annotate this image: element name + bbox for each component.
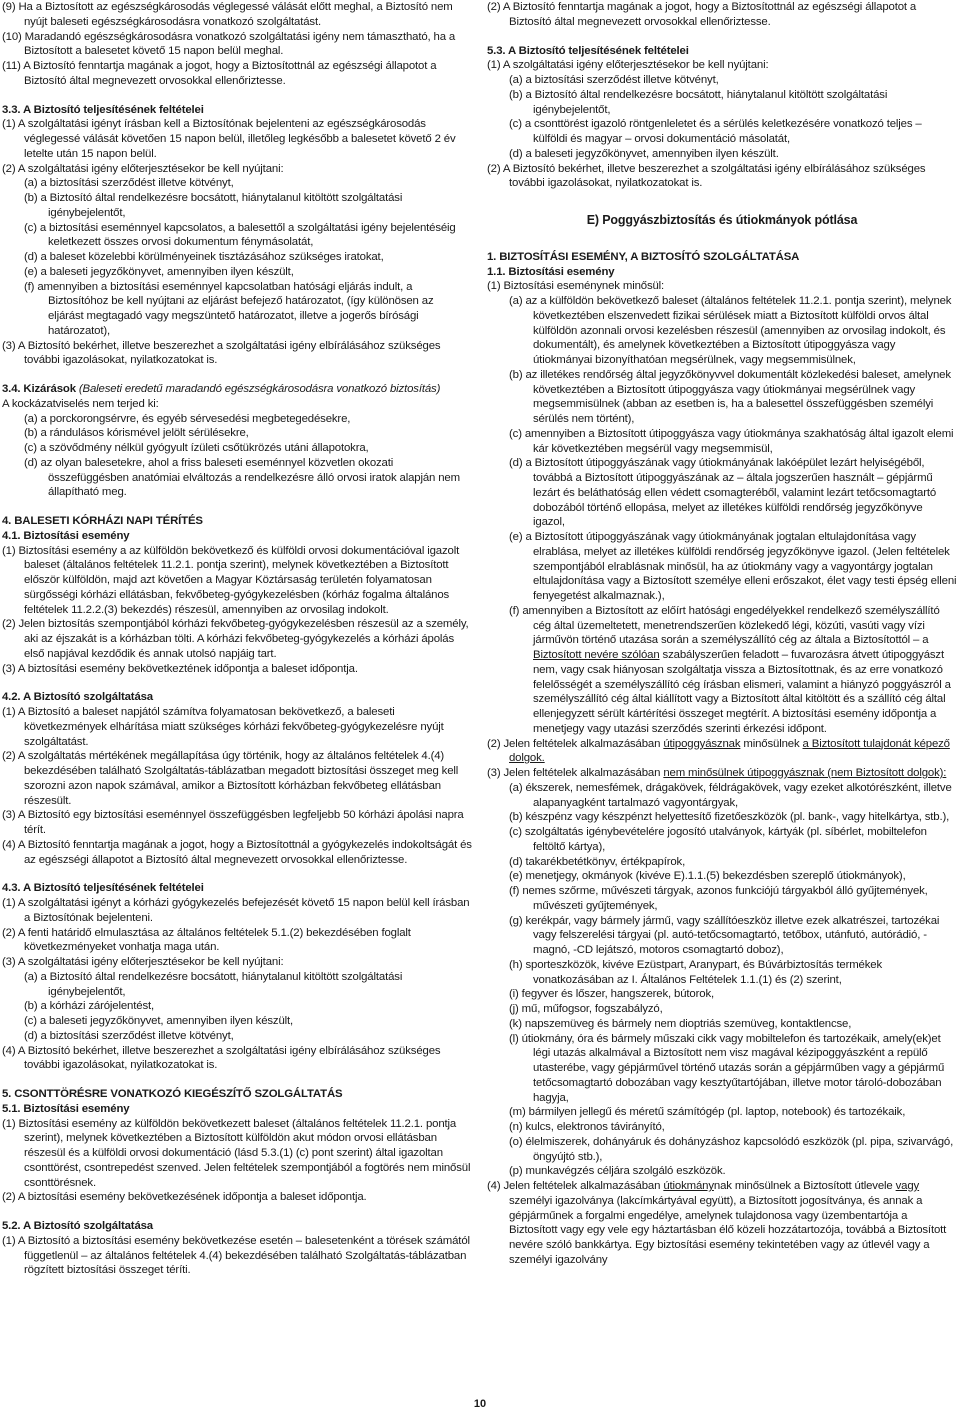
text-run: (3) Jelen feltételek alkalmazásában <box>487 767 664 779</box>
paragraph: (2) A fenti határidő elmulasztása az általános feltételek 5.1.(2) bekezdésében foglalt következményeket vonhatja maga után. <box>2 926 411 954</box>
section-heading: 4.1. Biztosítási esemény <box>2 529 130 542</box>
text-run: szabályszerűen feladott – fuvarozásra átvett útipoggyászt nem, vagy csak hiányosan szolgáltatja vissza a Biztosítottnak, és az erre vonatkozó felelősségét a személyszállító cég írásban elismeri, valamint a hiányzó poggyászról a személyszállító cég által kiállított vagy a Biztosított által kitöltött és a szállító cég által ellenjegyzett sérült kártérítési összeget megtérít. A biztosítási esemény időpontja a menetjegy vagy utazási szerződés szerinti érkezési időpont. <box>533 649 951 735</box>
underlined-text: vagy <box>895 1180 920 1192</box>
paragraph <box>487 766 957 781</box>
paragraph <box>487 737 957 767</box>
list-item: (b) a Biztosító által rendelkezésre bocsátott, hiánytalanul kitöltött szolgáltatási igénybejelentőt, <box>24 192 403 219</box>
paragraph: (2) A szolgáltatás mértékének megállapítása úgy történik, hogy az általános feltételek 4.(4) bekezdésében található Szolgáltatás-táblázatban megadott biztosítási összeget meg kell szorozni azon napok számával, amikor a Biztosított kórházban fekvőbeteg ellátásban részesült. <box>2 750 459 807</box>
paragraph: (2) A Biztosító fenntartja magának a jogot, hogy a Biztosítottnál az egészségi állapotot a Biztosító által megnevezett orvosokkal ellenőriztesse. <box>487 1 917 28</box>
paragraph: (1) Biztosítási eseménynek minősül: <box>487 280 665 293</box>
list-item: (c) a biztosítási eseménnyel kapcsolatos, a balesettől a szolgáltatási igény bejelentéséig keletkezett összes orvosi dokumentum fénymásolatát, <box>24 221 456 249</box>
list-item: (b) a kórházi zárójelentést, <box>24 1000 155 1013</box>
underlined-text: Biztosított nevére szólóan <box>533 649 660 661</box>
list-item: (a) ékszerek, nemesfémek, drágakövek, féldrágakövek, vagy ezeket alkotórészként, illetve alapanyagként tartalmazó vagyontárgyak, <box>509 781 952 809</box>
list-item: (f) amennyiben a biztosítási eseménnyel kapcsolatban hatósági eljárás indult, a Biztosítóhoz be kell nyújtani az eljárást befejező határozatot, (így különösen az eljárást megtagadó vagy megszüntető határozatot, illetve a jogerős bírósági határozatot), <box>24 280 434 337</box>
list-item: (f) nemes szőrme, művészeti tárgyak, azonos funkciójú tárgyakból álló gyűjtemények, művészeti gyűjtemények, <box>509 885 928 912</box>
list-item: (e) menetjegy, okmányok (kivéve E).1.1.(5) bekezdésben szereplő útiokmányok), <box>509 870 906 883</box>
list-item: (h) sporteszközök, kivéve Ezüstpart, Aranypart, és Búvárbiztosítás termékek vonatkozásában az I. Általános Feltételek 1.1.(1) és (2) szerint, <box>509 958 883 986</box>
paragraph: (11) A Biztosító fenntartja magának a jogot, hogy a Biztosítottnál az egészségi állapotot a Biztosító által megnevezett orvosokkal ellenőriztesse. <box>2 60 437 87</box>
part-heading: E) Poggyászbiztosítás és útiokmányok pótlása <box>586 213 858 227</box>
paragraph: (3) A Biztosító egy biztosítási eseménnyel összefüggésben legfeljebb 50 kórházi ápolási napra térít. <box>2 809 464 836</box>
page-number: 10 <box>473 1398 487 1410</box>
list-item: (c) amennyiben a Biztosított útipoggyásza vagy útiokmánya szakhatóság által igazolt elemi kár következtében megsérül vagy megsemmisül, <box>509 427 954 455</box>
text-run: (4) Jelen feltételek alkalmazásában <box>487 1180 664 1192</box>
section-heading: 4.2. A Biztosító szolgáltatása <box>2 691 153 704</box>
list-item: (m) bármilyen jellegű és méretű számítógép (pl. laptop, notebook) és tartozékaik, <box>509 1106 906 1119</box>
list-item: (a) a porckorongsérvre, és egyéb sérvesedési megbetegedésekre, <box>24 412 351 425</box>
paragraph: (1) A Biztosító a baleset napjától számítva folyamatosan bekövetkező, a baleseti következmények elhárítása miatt szükséges kórházi fekvőbeteg-gyógykezelésre nyújt szolgáltatást. <box>2 706 444 748</box>
section-heading: 5.2. A Biztosító szolgáltatása <box>2 1220 153 1232</box>
right-column <box>487 0 957 1268</box>
section-heading: 4.3. A Biztosító teljesítésének feltételei <box>2 882 204 895</box>
chapter-heading: 5. CSONTTÖRÉSRE VONATKOZÓ KIEGÉSZÍTŐ SZOLGÁLTATÁS <box>2 1088 343 1100</box>
paragraph: (1) Biztosítási esemény a az külföldön bekövetkező és külföldi orvosi dokumentációval igazolt baleset (általános feltételek 11.2.1. pontja szerint), melynek következtében a Biztosított először külföldön, majd azt követően a Magyar Köztársaság területén folyamatosan sürgősségi kórházi ellátásban, fekvőbeteg-gyógykezelésben (kórház fogalma általános feltételek 11.2.2.(3) bekezdés) részesül, amennyiben az orvosilag indokolt. <box>2 544 460 616</box>
chapter-heading: 1. BIZTOSÍTÁSI ESEMÉNY, A BIZTOSÍTÓ SZOLGÁLTATÁSA <box>487 250 800 263</box>
section-heading-title: 3.4. Kizárások <box>2 383 76 395</box>
list-item: (d) a Biztosított útipoggyászának vagy útiokmányának lakóépület lezárt helyiségéből, továbbá a Biztosított útipoggyászának az – általa jogszerűen használt – gépjármű lezárt és beláthatóság ellen védett csomagteréből, valamint lezárt tetőcsomagtartó dobozából történő ellopása, melyet az illetékes külföldi rendőrség jegyzőkönyve igazol, <box>509 457 937 529</box>
paragraph: (1) A Biztosító a biztosítási esemény bekövetkezése esetén – balesetenként a törések számától függetlenül – az általános feltételek 4.(4) bekezdésében található Szolgáltatás-táblázatban rögzített biztosítási összeget téríti. <box>2 1234 470 1277</box>
section-heading-subtitle: (Baleseti eredetű maradandó egészségkárosodásra vonatkozó biztosítás) <box>78 383 441 395</box>
paragraph: (3) A szolgáltatási igény előterjesztésekor be kell nyújtani: <box>2 956 284 968</box>
text-run: (f) amennyiben a Biztosított az előírt hatósági engedélyekkel rendelkező személyszállító cég által üzemeltetett, menetrendszerűen közlekedő légi, közúti, vasúti vagy vízi járművön történő utazása során a személyszállító cég az általa a Biztosítottól – a <box>509 604 940 647</box>
paragraph: (1) A szolgáltatási igény előterjesztésekor be kell nyújtani: <box>487 59 769 72</box>
text-run: nak minősülnek a Biztosított útlevele <box>713 1180 896 1192</box>
left-column <box>2 0 472 1278</box>
list-item: (c) szolgáltatás igénybevételére jogosító utalványok, kártyák (pl. síbérlet, mobiltelefon feltöltő kártya), <box>509 826 927 853</box>
list-item: (k) napszemüveg és bármely nem dioptriás szemüveg, kontaktlencse, <box>509 1017 852 1030</box>
underlined-text: a Biztosított tulajdonát képező dolgok. <box>509 737 950 765</box>
paragraph: (2) A szolgáltatási igény előterjesztésekor be kell nyújtani: <box>2 162 284 175</box>
list-item: (i) fegyver és lőszer, hangszerek, bútorok, <box>509 988 715 1001</box>
list-item: (c) a csonttörést igazoló röntgenleletet és a sérülés keletkezésére vonatkozó teljes – külföldi és magyar – orvosi dokumentáció másolatát, <box>509 118 922 145</box>
paragraph: (3) A biztosítási esemény bekövetkeztének időpontja a baleset időpontja. <box>2 662 358 675</box>
section-heading: 3.3. A Biztosító teljesítésének feltételei <box>2 103 204 116</box>
list-item: (a) a Biztosító által rendelkezésre bocsátott, hiánytalanul kitöltött szolgáltatási igénybejelentőt, <box>24 970 403 998</box>
list-item: (b) a Biztosító által rendelkezésre bocsátott, hiánytalanul kitöltött szolgáltatási igénybejelentőt, <box>509 88 888 116</box>
text-run: (2) Jelen feltételek alkalmazásában <box>487 737 664 750</box>
list-item: (n) kulcs, elektronos távirányító, <box>509 1121 665 1133</box>
list-item: (l) útiokmány, óra és bármely műszaki cikk vagy mobiltelefon és tartozékaik, amely(ek)et légi utazás alkalmával a Biztosított nem visz magával kézipoggyászként a repülő utasterébe, vagy gépjárművel történő utazás során a gépjárműben vagy a gépjármű tetőcsomagtartó dobozában vagy kesztyűtartójában, illetve motor tároló-dobozában hagyja, <box>509 1032 945 1104</box>
list-item: (b) a rándulásos kórismével jelölt sérülésekre, <box>24 427 249 440</box>
paragraph: (1) A szolgáltatási igényt a kórházi gyógykezelés befejezését követő 15 napon belül kell írásban a Biztosítónak bejelenteni. <box>2 897 470 924</box>
paragraph: (2) Jelen biztosítás szempontjából kórházi fekvőbeteg-gyógykezelésben részesül az a személy, aki az éjszakát is a kórházban tölti. A kórházi fekvőbeteg-gyógykezelés a kórházi ápolás első napjával kezdődik és annak utolsó napjáig tart. <box>2 618 469 660</box>
paragraph: (1) A szolgáltatási igényt írásban kell a Biztosítónak bejelenteni az egészségkárosodás véglegessé válását követően 15 napon belül, illetőleg legkésőbb a balesetet követő 2 év letelte után 15 napon belül. <box>2 118 456 160</box>
text-run: személyi igazolványa (lakcímkártyával együtt), a Biztosított jogosítványa, és annak a gépjárműnek a forgalmi engedélye, amelynek tulajdonosa vagy üzembentartója a Biztosított vagy egy vele egy háztartásban élő közeli hozzátartozója, továbbá a Biztosított nevére szóló bankkártya. Egy biztosítási esemény tekintetében vagy az útlevél vagy a személyi igazolvány <box>509 1194 947 1266</box>
paragraph: (9) Ha a Biztosított az egészségkárosodás véglegessé válását előtt meghal, a Biztosító nem nyújt baleseti egészségkárosodásra vonatkozó szolgáltatást. <box>2 1 453 28</box>
paragraph: (1) Biztosítási esemény az külföldön bekövetkezett baleset (általános feltételek 11.2.1. pontja szerint), melynek következtében a Biztosított külföldön akut módon orvosi ellátásban részesül és a külföldi orvosi dokumentáció (lásd 5.3.(1) (c) pont szerint) által igazoltan csonttörést, csontrepedést szenved. Jelen feltételek szempontjából a fogtörés nem minősül csonttörésnek. <box>2 1117 471 1189</box>
list-item: (o) élelmiszerek, dohányáruk és dohányzáshoz kapcsolódó eszközök (pl. pipa, szivarvágó, öngyújtó stb.), <box>509 1135 954 1163</box>
list-item: (d) az olyan balesetekre, ahol a friss baleseti eseménnyel közvetlen okozati összefüggésben anatómiai elváltozás a rendelkezésre álló orvosi iratok alapján nem állapítható meg. <box>24 456 460 499</box>
paragraph: (3) A Biztosító bekérhet, illetve beszerezhet a szolgáltatási igény elbírálásához szükséges további igazolásokat, nyilatkozatokat is. <box>2 339 441 367</box>
section-heading: 5.1. Biztosítási esemény <box>2 1102 130 1115</box>
list-item: (d) a biztosítási szerződést illetve kötvényt, <box>24 1029 234 1042</box>
chapter-heading: 4. BALESETI KÓRHÁZI NAPI TÉRÍTÉS <box>2 515 203 527</box>
list-item: (a) a biztosítási szerződést illetve kötvényt, <box>24 177 234 190</box>
paragraph: (2) A biztosítási esemény bekövetkezésének időpontja a baleset időpontja. <box>2 1191 367 1204</box>
list-item: (d) takarékbetétkönyv, értékpapírok, <box>509 855 686 868</box>
list-item: (p) munkavégzés céljára szolgáló eszközök. <box>509 1165 726 1178</box>
list-item: (j) mű, műfogsor, fogszabályzó, <box>509 1003 663 1015</box>
list-item: (a) a biztosítási szerződést illetve kötvényt, <box>509 74 719 86</box>
list-item: (e) a baleseti jegyzőkönyvet, amennyiben ilyen készült, <box>24 265 294 278</box>
text-run: minősülnek <box>740 737 803 750</box>
list-item: (a) az a külföldön bekövetkező baleset (általános feltételek 11.2.1. pontja szerint), melynek következtében elszenvedett fizikai sérülések miatt a Biztosított külföldi orvos által külföldön azonnali orvosi kezelésben részesül (amennyiben az orvosilag indokolt, és dokumentált), és amelynek következtében a Biztosított útipoggyásza vagy útiokmányai bizonyíthatóan megsérülnek, vagy megsemmisülnek, <box>509 295 952 366</box>
section-heading <box>2 382 472 397</box>
underlined-text: útipoggyásznak <box>663 737 741 750</box>
list-item: (c) a baleseti jegyzőkönyvet, amennyiben ilyen készült, <box>24 1015 294 1027</box>
list-item: (e) a Biztosított útipoggyászának vagy útiokmányának jogtalan eltulajdonítása vagy elrablása, melyet az illetékes külföldi rendőrség jegyzőkönyve igazol. (Jelen feltételek szempontjából elrablásnak minősül, ha az útiokmány vagy a vagyontárgy jogtalan eltulajdonítása vagy a Biztosított személye elleni erőszakot, élet vagy testi épség elleni fenyegetést alkalmaznak.), <box>509 531 957 602</box>
list-item: (b) készpénz vagy készpénzt helyettesítő fizetőeszközök (pl. bank-, vagy hitelkártya, stb.), <box>509 811 950 824</box>
paragraph: (2) A Biztosító bekérhet, illetve beszerezhet a szolgáltatási igény elbírálásához szükséges további igazolásokat, nyilatkozatokat is. <box>487 162 926 190</box>
list-item: (d) a baleseti jegyzőkönyvet, amennyiben ilyen készült. <box>509 147 779 160</box>
paragraph: A kockázatviselés nem terjed ki: <box>2 397 159 410</box>
paragraph: (4) A Biztosító fenntartja magának a jogot, hogy a Biztosítottnál a gyógykezelés indokoltságát és az egészségi állapotot a Biztosító által megnevezett orvosokkal ellenőriztesse. <box>2 838 472 866</box>
list-item: (d) a baleset közelebbi körülményeinek tisztázásához szükséges iratokat, <box>24 251 384 263</box>
list-item: (g) kerékpár, vagy bármely jármű, vagy szállítóeszköz illetve ezek alkatrészei, tartozékai vagy felszerelési tárgyai (pl. autó-tetőcsomagtartó, tetőbox, utánfutó, autórádió, -magnó, -CD lejátszó, motoros csomagtartó doboz), <box>509 914 940 956</box>
paragraph: (4) A Biztosító bekérhet, illetve beszerezhet a szolgáltatási igény elbírálásához szükséges további igazolásokat, nyilatkozatokat is. <box>2 1044 441 1072</box>
list-item: (b) az illetékes rendőrség által jegyzőkönyvvel dokumentált közlekedési baleset, amelynek következtében a Biztosított útipoggyásza vagy útiokmányai megsérülnek vagy megsemmisülnek (abban az esetben is, ha a balesettel összefüggésben személyi sérülés nem történt), <box>509 368 951 425</box>
underlined-text: nem minősülnek útipoggyásznak (nem Biztosított dolgok): <box>663 767 947 779</box>
list-item: (c) a szövődmény nélkül gyógyult ízületi csőtükrözés utáni állapotokra, <box>24 442 369 454</box>
underlined-text: útiokmány <box>663 1180 714 1192</box>
list-item <box>487 604 957 737</box>
paragraph <box>487 1179 957 1268</box>
section-heading: 1.1. Biztosítási esemény <box>487 265 615 278</box>
paragraph: (10) Maradandó egészségkárosodásra vonatkozó szolgáltatási igény nem támasztható, ha a Biztosított a balesetet követő 15 napon belül meghal. <box>2 30 456 58</box>
section-heading: 5.3. A Biztosító teljesítésének feltételei <box>487 44 689 57</box>
